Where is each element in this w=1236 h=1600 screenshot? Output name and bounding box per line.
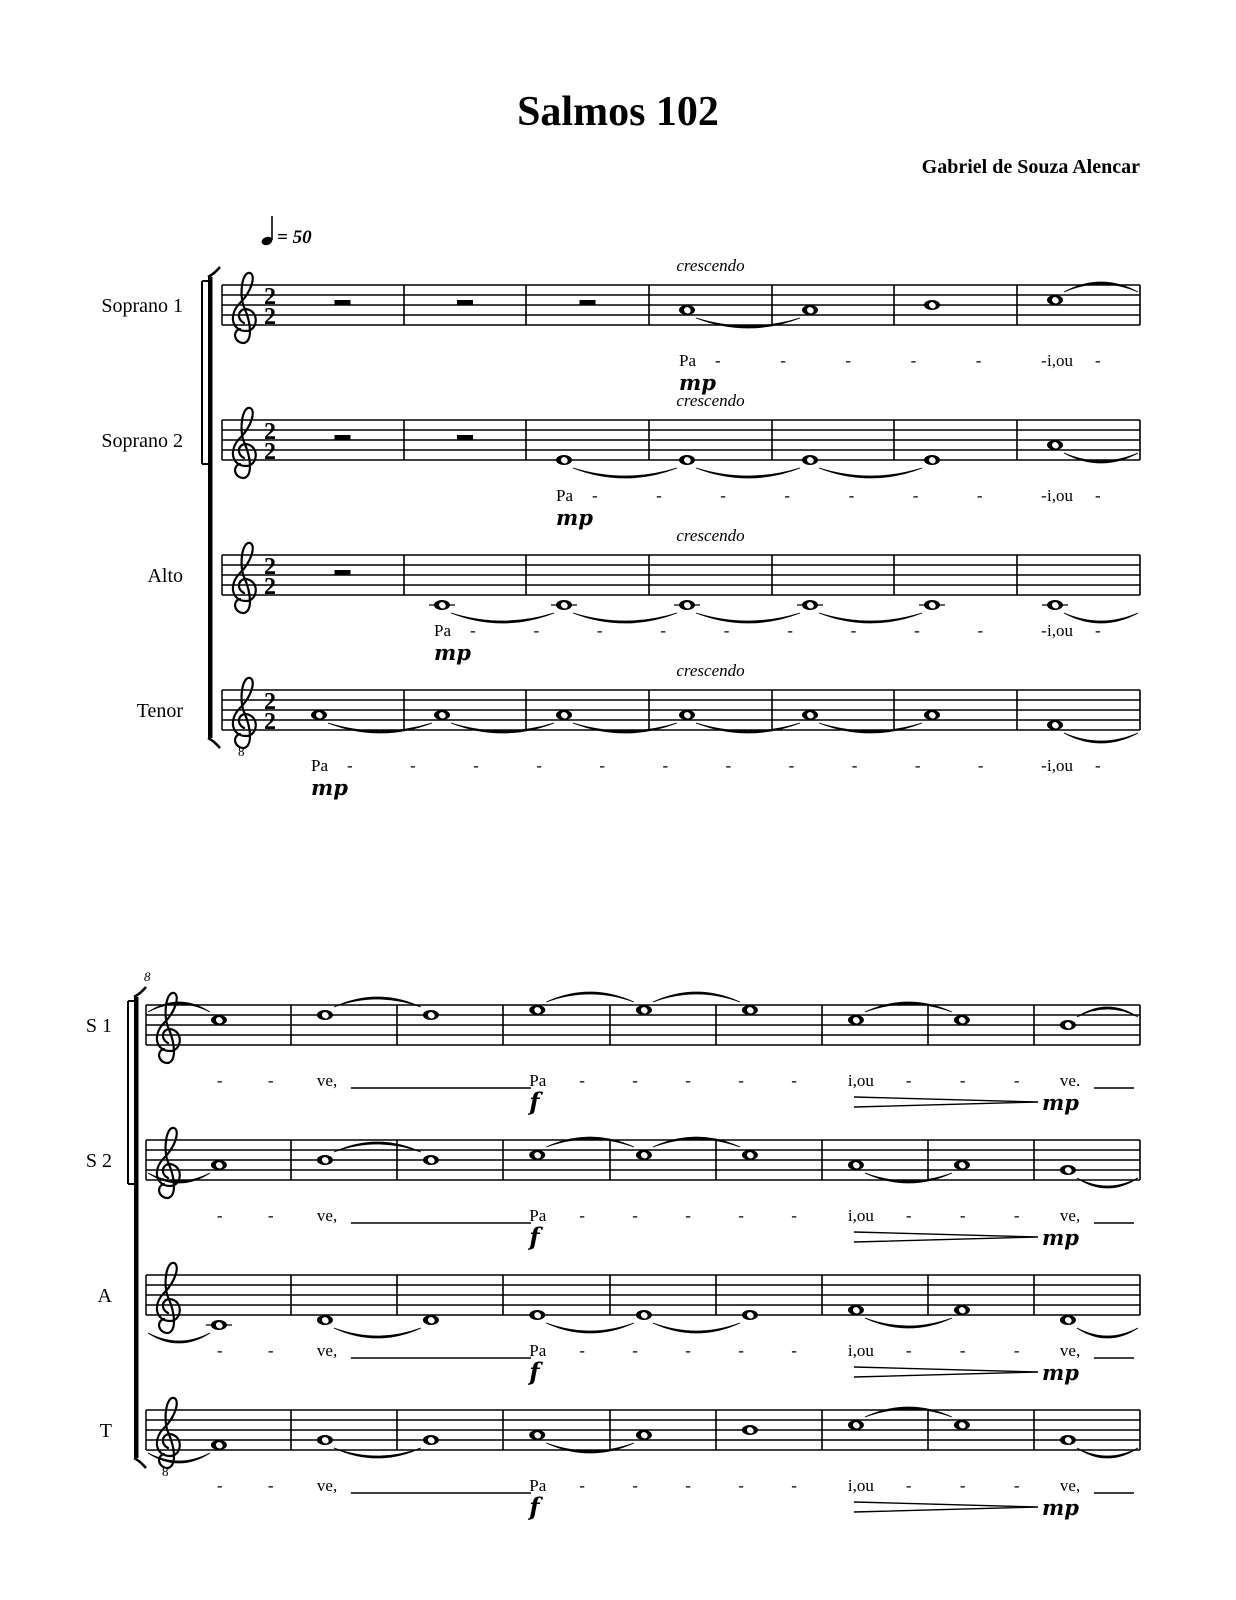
lyric-hyphen: -: [914, 621, 920, 640]
lyric-hyphen: -: [912, 486, 919, 505]
whole-note: [1060, 1315, 1076, 1325]
tie: [148, 1333, 210, 1343]
lyric-hyphen: -: [738, 1341, 744, 1360]
whole-note: [679, 710, 695, 720]
treble-clef-icon: [157, 1128, 180, 1198]
lyric-hyphen: -: [592, 486, 598, 505]
lyric-hyphen: -: [1041, 486, 1047, 505]
lyric-hyphen: -: [685, 1476, 691, 1495]
lyric-hyphen: -: [720, 486, 726, 505]
whole-note: [954, 1160, 970, 1170]
instrument-name: S 2: [85, 1150, 112, 1172]
whole-note: [954, 1305, 970, 1315]
lyric-hyphen: -: [685, 1206, 691, 1225]
lyric-hyphen: -: [1095, 351, 1101, 370]
dynamic-mp: mp: [1042, 1495, 1079, 1520]
time-sig-numerator: 2: [264, 419, 276, 445]
staff-soprano-2: [101, 391, 1140, 530]
lyric-hyphen: -: [216, 1341, 223, 1360]
time-sig-numerator: 2: [264, 689, 276, 715]
whole-rest: [580, 300, 596, 305]
dynamic-f: f: [529, 1087, 540, 1116]
tie: [819, 613, 922, 623]
tie: [334, 1328, 421, 1338]
treble-clef-icon: [157, 1398, 180, 1468]
whole-note: [636, 1310, 652, 1320]
whole-note: [1060, 1020, 1076, 1030]
lyric-hyphen: -: [791, 1206, 797, 1225]
lyric-hyphen: -: [784, 486, 791, 505]
lyric-hyphen: -: [791, 1071, 797, 1090]
lyric-hyphen: -: [845, 351, 852, 370]
lyric-hyphen: -: [632, 1206, 638, 1225]
tie: [696, 613, 800, 623]
lyric-hyphen: -: [1095, 486, 1101, 505]
staff-a: [98, 1263, 1140, 1386]
time-sig-denominator: 2: [264, 709, 276, 735]
lyric-hyphen: -: [977, 621, 984, 640]
tempo-marking: [260, 216, 312, 248]
whole-note: [434, 710, 450, 720]
lyric-hyphen: -: [1013, 1206, 1020, 1225]
whole-note: [211, 1320, 227, 1330]
dynamic-mp: mp: [556, 505, 593, 530]
treble-clef-icon: [233, 408, 256, 478]
tie: [819, 468, 922, 478]
tie: [1064, 613, 1138, 623]
lyric-hyphen: -: [910, 351, 917, 370]
lyric-hyphen: -: [791, 1476, 797, 1495]
lyric-syllable: Pa: [529, 1206, 547, 1225]
whole-note: [211, 1160, 227, 1170]
whole-note: [802, 305, 818, 315]
lyric-hyphen: -: [267, 1476, 274, 1495]
decrescendo-hairpin: [854, 1097, 1038, 1107]
lyric-hyphen: -: [977, 756, 984, 775]
tie: [865, 1407, 952, 1417]
lyric-hyphen: -: [976, 486, 983, 505]
treble-clef-icon: [233, 273, 256, 343]
lyric-syllable: Pa: [679, 351, 696, 370]
lyric-syllable: ve,: [1059, 1206, 1081, 1225]
tie: [451, 723, 554, 733]
lyric-hyphen: -: [1013, 1341, 1020, 1360]
lyric-hyphen: -: [905, 1206, 912, 1225]
lyric-hyphen: -: [905, 1071, 912, 1090]
lyric-hyphen: -: [267, 1341, 274, 1360]
lyric-hyphen: -: [632, 1341, 638, 1360]
lyric-hyphen: -: [216, 1476, 223, 1495]
whole-note: [211, 1015, 227, 1025]
tempo-value: = 50: [277, 227, 312, 248]
tie: [696, 318, 800, 328]
whole-note: [529, 1310, 545, 1320]
whole-note: [1047, 295, 1063, 305]
lyric-hyphen: -: [1041, 621, 1047, 640]
whole-note: [924, 300, 940, 310]
lyric-hyphen: -: [738, 1071, 744, 1090]
lyric-syllable: i,ou: [1047, 351, 1073, 370]
expression-text: crescendo: [676, 391, 745, 410]
staff-soprano-1: [101, 256, 1140, 395]
time-sig-denominator: 2: [264, 304, 276, 330]
lyric-hyphen: -: [1041, 756, 1047, 775]
whole-note: [742, 1005, 758, 1015]
tie: [546, 1323, 634, 1333]
dynamic-mp: mp: [434, 640, 471, 665]
lyric-hyphen: -: [788, 756, 795, 775]
lyric-hyphen: -: [791, 1341, 797, 1360]
octave-8-icon: 8: [238, 744, 245, 759]
staff-s-2: [86, 1128, 1140, 1251]
whole-note: [802, 600, 818, 610]
instrument-name: Soprano 1: [101, 295, 183, 317]
whole-rest: [335, 435, 351, 440]
lyric-hyphen: -: [267, 1206, 274, 1225]
whole-note: [636, 1150, 652, 1160]
whole-note: [529, 1005, 545, 1015]
staff-tenor: [137, 661, 1140, 800]
time-sig-denominator: 2: [264, 439, 276, 465]
system-1: [101, 256, 1140, 800]
lyric-hyphen: -: [905, 1476, 912, 1495]
lyric-hyphen: -: [723, 621, 730, 640]
whole-rest: [335, 570, 351, 575]
lyric-syllable: Pa: [434, 621, 451, 640]
whole-note: [317, 1315, 333, 1325]
instrument-name: Soprano 2: [101, 430, 183, 452]
expression-text: crescendo: [676, 661, 745, 680]
whole-note: [423, 1155, 439, 1165]
whole-note: [1060, 1165, 1076, 1175]
whole-note: [317, 1155, 333, 1165]
treble-clef-icon: [157, 1263, 180, 1333]
composer-name: Gabriel de Souza Alencar: [921, 156, 1140, 178]
lyric-hyphen: -: [632, 1071, 638, 1090]
expression-text: crescendo: [676, 256, 745, 275]
whole-note: [317, 1435, 333, 1445]
whole-note: [556, 455, 572, 465]
tie: [328, 723, 432, 733]
instrument-name: Alto: [147, 565, 183, 587]
instrument-name: S 1: [85, 1015, 112, 1037]
system-2: [86, 969, 1140, 1521]
tie: [696, 723, 800, 733]
whole-rest: [457, 300, 473, 305]
lyric-hyphen: -: [216, 1071, 223, 1090]
lyric-syllable: ve,: [316, 1071, 338, 1090]
whole-note: [434, 600, 450, 610]
staff-alto: [147, 526, 1140, 665]
lyric-hyphen: -: [656, 486, 662, 505]
lyric-syllable: Pa: [529, 1341, 547, 1360]
lyric-hyphen: -: [536, 756, 542, 775]
lyric-syllable: ve,: [316, 1206, 338, 1225]
whole-note: [848, 1160, 864, 1170]
decrescendo-hairpin: [854, 1502, 1038, 1512]
lyric-syllable: ve.: [1059, 1071, 1081, 1090]
lyric-hyphen: -: [579, 1476, 585, 1495]
whole-note: [1047, 720, 1063, 730]
system-bracket: [208, 277, 213, 738]
whole-note: [742, 1425, 758, 1435]
lyric-hyphen: -: [632, 1476, 638, 1495]
whole-note: [556, 710, 572, 720]
instrument-name: A: [97, 1285, 112, 1307]
lyric-syllable: i,ou: [847, 1476, 874, 1495]
whole-note: [924, 600, 940, 610]
staff-t: [100, 1398, 1140, 1521]
lyric-hyphen: -: [685, 1071, 691, 1090]
tie: [573, 723, 677, 733]
lyric-hyphen: -: [959, 1341, 966, 1360]
tie: [696, 468, 800, 478]
lyric-syllable: i,ou: [847, 1206, 874, 1225]
dynamic-mp: mp: [1042, 1225, 1079, 1250]
lyric-hyphen: -: [579, 1341, 585, 1360]
lyric-hyphen: -: [738, 1476, 744, 1495]
tie: [1064, 733, 1138, 743]
lyric-hyphen: -: [579, 1206, 585, 1225]
whole-note: [679, 455, 695, 465]
lyric-hyphen: -: [851, 756, 858, 775]
whole-note: [742, 1150, 758, 1160]
lyric-hyphen: -: [725, 756, 732, 775]
lyric-syllable: i,ou: [1047, 486, 1073, 505]
whole-note: [679, 305, 695, 315]
lyric-hyphen: -: [850, 621, 857, 640]
lyric-hyphen: -: [780, 351, 786, 370]
dynamic-mp: mp: [1042, 1090, 1079, 1115]
whole-note: [1047, 440, 1063, 450]
lyric-hyphen: -: [914, 756, 921, 775]
whole-note: [924, 455, 940, 465]
lyric-hyphen: -: [715, 351, 721, 370]
whole-note: [954, 1420, 970, 1430]
lyric-syllable: i,ou: [1047, 621, 1073, 640]
lyric-hyphen: -: [738, 1206, 744, 1225]
instrument-name: T: [99, 1420, 112, 1442]
lyric-syllable: Pa: [556, 486, 573, 505]
whole-note: [679, 600, 695, 610]
dynamic-f: f: [529, 1357, 540, 1386]
tie: [148, 1002, 210, 1012]
time-sig-numerator: 2: [264, 554, 276, 580]
whole-note: [311, 710, 327, 720]
lyric-hyphen: -: [685, 1341, 691, 1360]
whole-note: [636, 1430, 652, 1440]
lyric-syllable: i,ou: [847, 1341, 874, 1360]
lyric-hyphen: -: [660, 621, 667, 640]
decrescendo-hairpin: [854, 1367, 1038, 1377]
octave-8-icon: 8: [162, 1464, 169, 1479]
decrescendo-hairpin: [854, 1232, 1038, 1242]
lyric-hyphen: -: [473, 756, 479, 775]
tie: [865, 1002, 952, 1012]
tie: [1077, 1328, 1138, 1338]
whole-note: [848, 1015, 864, 1025]
lyric-syllable: ve,: [316, 1476, 338, 1495]
instrument-name: Tenor: [136, 700, 183, 722]
measure-number: 8: [144, 969, 151, 984]
page-title: Salmos 102: [517, 89, 719, 135]
dynamic-mp: mp: [679, 370, 716, 395]
lyric-hyphen: -: [905, 1341, 912, 1360]
time-sig-denominator: 2: [264, 574, 276, 600]
tie: [865, 1318, 952, 1328]
lyric-hyphen: -: [959, 1071, 966, 1090]
lyric-hyphen: -: [470, 621, 476, 640]
whole-note: [636, 1005, 652, 1015]
whole-note: [802, 710, 818, 720]
whole-note: [848, 1305, 864, 1315]
treble-clef-icon: [233, 543, 256, 613]
lyric-hyphen: -: [596, 621, 603, 640]
tie: [653, 1323, 740, 1333]
whole-note: [529, 1430, 545, 1440]
lyric-hyphen: -: [533, 621, 540, 640]
staff-s-1: [86, 992, 1140, 1116]
whole-note: [1047, 600, 1063, 610]
tie: [865, 1173, 952, 1183]
lyric-syllable: ve,: [1059, 1476, 1081, 1495]
lyric-hyphen: -: [599, 756, 606, 775]
lyric-hyphen: -: [579, 1071, 585, 1090]
dynamic-mp: mp: [311, 775, 348, 800]
lyric-hyphen: -: [975, 351, 982, 370]
dynamic-mp: mp: [1042, 1360, 1079, 1385]
whole-note: [529, 1150, 545, 1160]
whole-note: [954, 1015, 970, 1025]
tie: [546, 992, 634, 1002]
whole-note: [556, 600, 572, 610]
whole-note: [1060, 1435, 1076, 1445]
whole-note: [848, 1420, 864, 1430]
tie: [573, 468, 677, 478]
lyric-hyphen: -: [1095, 756, 1101, 775]
lyric-hyphen: -: [959, 1206, 966, 1225]
whole-note: [211, 1440, 227, 1450]
lyric-hyphen: -: [1013, 1476, 1020, 1495]
lyric-hyphen: -: [216, 1206, 223, 1225]
whole-note: [802, 455, 818, 465]
lyric-syllable: Pa: [529, 1071, 547, 1090]
whole-note: [423, 1435, 439, 1445]
whole-note: [742, 1310, 758, 1320]
lyric-hyphen: -: [1095, 621, 1101, 640]
lyric-hyphen: -: [347, 756, 353, 775]
whole-note: [423, 1010, 439, 1020]
lyric-hyphen: -: [410, 756, 416, 775]
time-sig-numerator: 2: [264, 284, 276, 310]
lyric-syllable: i,ou: [1047, 756, 1073, 775]
lyric-hyphen: -: [662, 756, 669, 775]
lyric-syllable: i,ou: [847, 1071, 874, 1090]
tie: [546, 1137, 634, 1147]
lyric-syllable: ve,: [316, 1341, 338, 1360]
dynamic-f: f: [529, 1222, 540, 1251]
lyric-hyphen: -: [959, 1476, 966, 1495]
tie: [1064, 282, 1138, 292]
tie: [1064, 453, 1138, 463]
tie: [819, 723, 922, 733]
lyric-hyphen: -: [787, 621, 793, 640]
lyric-syllable: ve,: [1059, 1341, 1081, 1360]
lyric-syllable: Pa: [529, 1476, 547, 1495]
whole-rest: [335, 300, 351, 305]
whole-note: [423, 1315, 439, 1325]
whole-note: [924, 710, 940, 720]
whole-note: [317, 1010, 333, 1020]
tie: [148, 1453, 210, 1463]
tie: [653, 1137, 740, 1147]
treble-clef-icon: [233, 678, 256, 748]
dynamic-f: f: [529, 1492, 540, 1521]
whole-rest: [457, 435, 473, 440]
lyric-hyphen: -: [267, 1071, 274, 1090]
lyric-hyphen: -: [848, 486, 855, 505]
expression-text: crescendo: [676, 526, 745, 545]
tie: [653, 992, 740, 1002]
lyric-syllable: Pa: [311, 756, 328, 775]
system-bracket: [134, 997, 139, 1458]
lyric-hyphen: -: [1041, 351, 1047, 370]
tie: [546, 1443, 634, 1453]
lyric-hyphen: -: [1013, 1071, 1020, 1090]
